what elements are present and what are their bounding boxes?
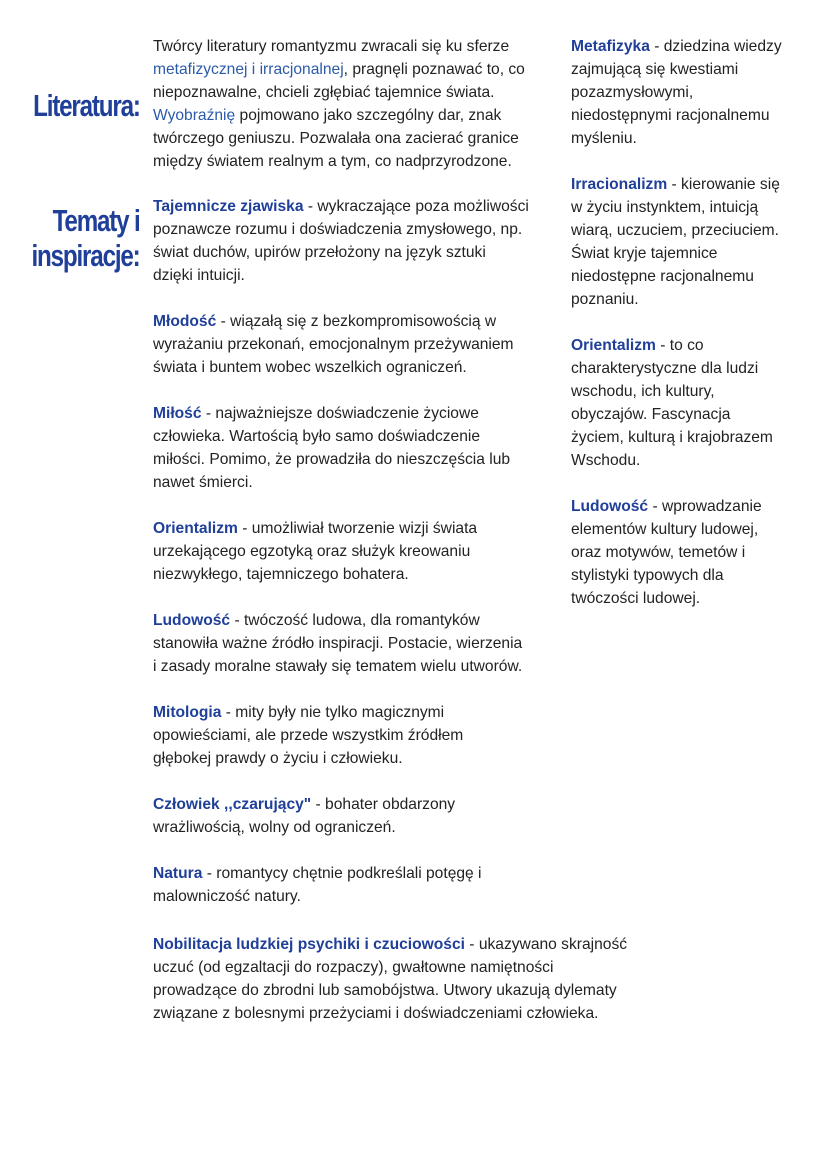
glossary-line: Świat kryje tajemnice — [571, 245, 718, 262]
glossary-text: - wprowadzanie — [648, 498, 762, 515]
glossary-line: Wschodu. — [571, 452, 641, 469]
theme-text: - romantycy chętnie podkreślali potęgę i — [202, 865, 482, 882]
theme-term: Tajemnicze zjawiska — [153, 198, 304, 215]
glossary-text: - to co — [655, 337, 704, 354]
intro-line: Twórcy literatury romantyzmu zwracali się ku sferze — [153, 38, 510, 55]
glossary-line: zajmującą się kwestiami — [571, 61, 739, 78]
theme-orientalizm — [153, 517, 553, 586]
glossary-line: myśleniu. — [571, 130, 637, 147]
theme-line — [153, 402, 553, 425]
glossary-text: - kierowanie się — [667, 176, 780, 193]
theme-text: - twóczość ludowa, dla romantyków — [230, 612, 480, 629]
glossary-column — [571, 35, 799, 610]
glossary-line — [571, 35, 799, 58]
glossary-ludowosc — [571, 495, 799, 610]
glossary-term: Orientalizm — [571, 337, 656, 354]
theme-line: świata i buntem wobec wszelkich ograniczeń. — [153, 359, 467, 376]
glossary-line: charakterystyczne dla ludzi — [571, 360, 759, 377]
glossary-line: pozazmysłowymi, — [571, 84, 694, 101]
heading-tematy-line-1: Tematy i — [53, 203, 141, 238]
intro-highlight: Wyobraźnię — [153, 107, 236, 124]
theme-line: wrażliwością, wolny od ograniczeń. — [153, 819, 396, 836]
theme-line: miłości. Pomimo, że prowadziła do nieszczęścia lub — [153, 451, 511, 468]
heading-tematy-inspiracje — [32, 203, 140, 273]
theme-line: człowieka. Wartością było samo doświadczenie — [153, 428, 481, 445]
theme-line — [153, 701, 553, 724]
theme-term: Człowiek ,,czarujący" — [153, 796, 312, 813]
theme-line — [153, 933, 653, 956]
theme-line: malowniczość natury. — [153, 888, 301, 905]
glossary-line — [571, 334, 799, 357]
intro-line: między światem realnym a tym, co nadprzyrodzone. — [153, 153, 512, 170]
main-column — [153, 35, 553, 908]
glossary-line: wschodu, ich kultury, — [571, 383, 715, 400]
theme-line: związane z bolesnymi przeżyciami i doświadczeniami człowieka. — [153, 1005, 599, 1022]
theme-ludowosc — [153, 609, 553, 678]
theme-line: poznawcze rozumu i doświadczenia zmysłowego, np. — [153, 221, 523, 238]
theme-term: Miłość — [153, 405, 202, 422]
theme-milosc — [153, 402, 553, 494]
theme-text: - ukazywano skrajność — [464, 936, 628, 953]
glossary-line: twóczości ludowej. — [571, 590, 701, 607]
theme-line — [153, 793, 553, 816]
glossary-line: niedostępne racjonalnemu — [571, 268, 754, 285]
theme-mitologia — [153, 701, 553, 770]
theme-line: niezwykłego, tajemniczego bohatera. — [153, 566, 409, 583]
glossary-text: - dziedzina wiedzy — [649, 38, 782, 55]
theme-line: stanowiła ważne źródło inspiracji. Postacie, wierzenia — [153, 635, 523, 652]
theme-text: - bohater obdarzony — [311, 796, 456, 813]
theme-text: - wykraczające poza możliwości — [303, 198, 529, 215]
glossary-orientalizm — [571, 334, 799, 472]
glossary-line: życiem, kulturą i krajobrazem — [571, 429, 773, 446]
glossary-line: w życiu instynktem, intuicją — [571, 199, 759, 216]
intro-line: niepoznawalne, chcieli zgłębiać tajemnice świata. — [153, 84, 495, 101]
glossary-line: wiarą, uczuciem, przeciuciem. — [571, 222, 779, 239]
nobilitacja-section — [153, 933, 653, 1025]
theme-line: nawet śmierci. — [153, 474, 253, 491]
theme-term: Mitologia — [153, 704, 222, 721]
theme-line: i zasady moralne stawały się tematem wielu utworów. — [153, 658, 523, 675]
theme-line: urzekającego egzotyką oraz służyk kreowaniu — [153, 543, 471, 560]
intro-line — [153, 104, 553, 127]
intro-paragraph — [153, 35, 553, 173]
theme-line — [153, 195, 553, 218]
intro-line — [153, 58, 553, 81]
theme-mlodosc — [153, 310, 553, 379]
theme-line: opowieściami, ale przede wszystkim źródłem — [153, 727, 464, 744]
theme-term: Nobilitacja ludzkiej psychiki i czuciowości — [153, 936, 465, 953]
heading-tematy-line-2: inspiracje: — [31, 238, 140, 273]
theme-line — [153, 862, 553, 885]
glossary-line: poznaniu. — [571, 291, 639, 308]
glossary-term: Ludowość — [571, 498, 649, 515]
theme-line: wyrażaniu przekonań, emocjonalnym przeżywaniem — [153, 336, 514, 353]
intro-text: pojmowano jako szczególny dar, znak — [235, 107, 502, 124]
theme-line: prowadzące do zbrodni lub samobójstwa. Utwory ukazują dylematy — [153, 982, 617, 999]
theme-tajemnicze-zjawiska — [153, 195, 553, 287]
theme-term: Młodość — [153, 313, 217, 330]
theme-text: - umożliwiał tworzenie wizji świata — [237, 520, 478, 537]
glossary-line: oraz motywów, temetów i — [571, 544, 746, 561]
theme-line — [153, 609, 553, 632]
glossary-line — [571, 173, 799, 196]
glossary-line: elementów kultury ludowej, — [571, 521, 759, 538]
theme-czlowiek-czarujacy — [153, 793, 553, 839]
theme-line: głębokej prawdy o życiu i człowieku. — [153, 750, 403, 767]
theme-text: - mity były nie tylko magicznymi — [221, 704, 445, 721]
intro-line: twórczego geniuszu. Pozwalała ona zacierać granice — [153, 130, 519, 147]
theme-line: uczuć (od egzaltacji do rozpaczy), gwałtowne namiętności — [153, 959, 554, 976]
heading-literatura — [33, 88, 140, 123]
theme-term: Natura — [153, 865, 203, 882]
glossary-term: Irracionalizm — [571, 176, 668, 193]
theme-natura — [153, 862, 553, 908]
theme-term: Orientalizm — [153, 520, 238, 537]
glossary-line — [571, 495, 799, 518]
theme-line — [153, 517, 553, 540]
theme-text: - wiązałą się z bezkompromisowością w — [216, 313, 497, 330]
theme-nobilitacja — [153, 933, 653, 1025]
theme-line: świat duchów, upirów przełożony na język sztuki — [153, 244, 486, 261]
glossary-irracionalizm — [571, 173, 799, 311]
intro-highlight: metafizycznej i irracjonalnej — [153, 61, 344, 78]
intro-text: , pragnęli poznawać to, co — [343, 61, 525, 78]
glossary-metafizyka — [571, 35, 799, 150]
glossary-line: niedostępnymi racjonalnemu — [571, 107, 770, 124]
theme-term: Ludowość — [153, 612, 231, 629]
theme-line: dzięki intuicji. — [153, 267, 245, 284]
theme-text: - najważniejsze doświadczenie życiowe — [201, 405, 479, 422]
heading-literatura-text: Literatura: — [33, 88, 140, 123]
glossary-line: obyczajów. Fascynacja — [571, 406, 731, 423]
theme-line — [153, 310, 553, 333]
glossary-term: Metafizyka — [571, 38, 650, 55]
glossary-line: stylistyki typowych dla — [571, 567, 724, 584]
